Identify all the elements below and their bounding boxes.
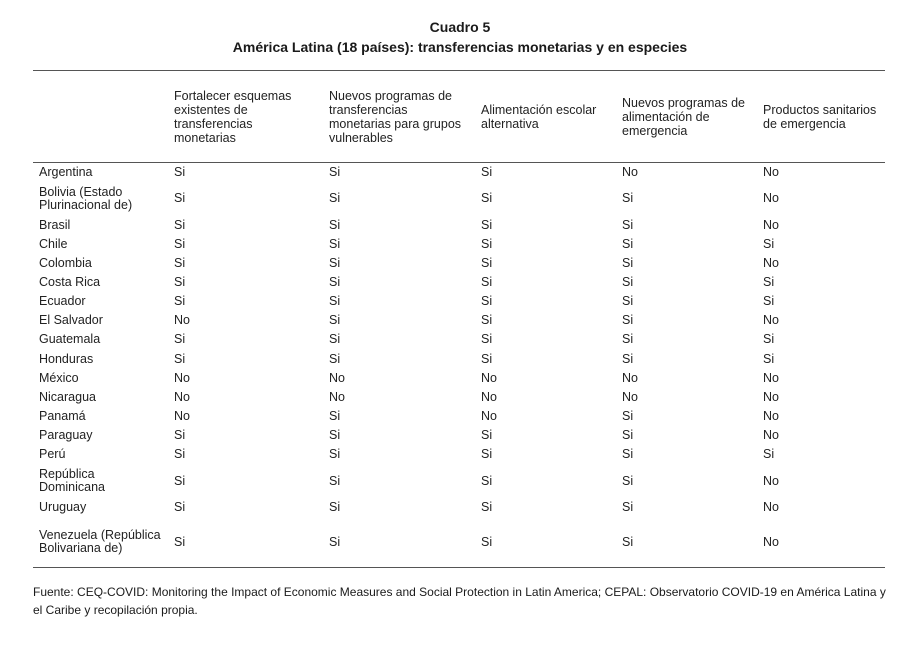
value-cell: Si	[481, 534, 493, 549]
table-row	[33, 388, 885, 407]
value-cell: No	[174, 389, 190, 404]
table-body	[33, 163, 885, 568]
value-cell: No	[763, 217, 779, 232]
table-row	[33, 464, 885, 498]
value-cell: Si	[622, 294, 634, 309]
table-row	[33, 312, 885, 331]
country-cell: Costa Rica	[39, 275, 101, 290]
column-header-fortalecer: Fortalecer esquemas existentes de transferencias monetarias	[174, 89, 292, 145]
value-cell: No	[763, 534, 779, 549]
column-header-alimentacion-escolar: Alimentación escolar alternativa	[481, 103, 597, 131]
value-cell: Si	[329, 534, 341, 549]
table-row	[33, 498, 885, 517]
value-cell: Si	[481, 427, 493, 442]
value-cell: Si	[481, 500, 493, 515]
value-cell: Si	[622, 256, 634, 271]
table-number: Cuadro 5	[429, 19, 491, 35]
value-cell: Si	[622, 236, 634, 251]
value-cell: Si	[329, 427, 341, 442]
value-cell: Si	[622, 427, 634, 442]
country-cell: Chile	[39, 236, 68, 251]
value-cell: Si	[174, 294, 186, 309]
value-cell: No	[622, 389, 638, 404]
value-cell: Si	[174, 275, 186, 290]
value-cell: Si	[481, 191, 493, 206]
value-cell: Si	[329, 256, 341, 271]
country-cell: Venezuela (República Bolivariana de)	[39, 527, 161, 556]
country-cell: Bolivia (Estado Plurinacional de)	[39, 184, 133, 213]
country-cell: Nicaragua	[39, 389, 96, 404]
value-cell: Si	[174, 351, 186, 366]
value-cell: Si	[174, 473, 186, 488]
value-cell: No	[174, 313, 190, 328]
table-row	[33, 163, 885, 183]
country-cell: Perú	[39, 447, 66, 462]
value-cell: Si	[329, 408, 341, 423]
value-cell: No	[174, 408, 190, 423]
country-cell: Guatemala	[39, 332, 101, 347]
value-cell: Si	[174, 332, 186, 347]
value-cell: No	[622, 370, 638, 385]
value-cell: Si	[329, 217, 341, 232]
value-cell: No	[763, 313, 779, 328]
column-header-productos-sanitarios: Productos sanitarios de emergencia	[763, 103, 877, 131]
value-cell: Si	[174, 217, 186, 232]
value-cell: Si	[329, 313, 341, 328]
value-cell: Si	[622, 217, 634, 232]
countries-table	[33, 70, 885, 568]
value-cell: Si	[174, 534, 186, 549]
table-row	[33, 445, 885, 464]
value-cell: Si	[763, 236, 775, 251]
value-cell: No	[763, 164, 779, 179]
value-cell: Si	[481, 447, 493, 462]
table-row	[33, 426, 885, 445]
value-cell: No	[763, 370, 779, 385]
value-cell: Si	[329, 351, 341, 366]
country-cell: El Salvador	[39, 313, 103, 328]
country-cell: Panamá	[39, 408, 86, 423]
value-cell: Si	[174, 236, 186, 251]
table-row	[33, 407, 885, 426]
value-cell: Si	[622, 275, 634, 290]
value-cell: No	[329, 370, 345, 385]
value-cell: Si	[329, 447, 341, 462]
table-row	[33, 331, 885, 350]
value-cell: Si	[622, 408, 634, 423]
value-cell: Si	[763, 332, 775, 347]
country-cell: Colombia	[39, 256, 92, 271]
column-header-alimentacion-emergencia: Nuevos programas de alimentación de emergencia	[622, 96, 745, 138]
value-cell: No	[174, 370, 190, 385]
value-cell: Si	[174, 164, 186, 179]
country-cell: Ecuador	[39, 294, 86, 309]
value-cell: No	[763, 191, 779, 206]
table-row	[33, 235, 885, 254]
value-cell: No	[763, 256, 779, 271]
value-cell: Si	[622, 351, 634, 366]
value-cell: No	[481, 389, 497, 404]
value-cell: No	[763, 408, 779, 423]
value-cell: No	[622, 164, 638, 179]
value-cell: Si	[622, 534, 634, 549]
column-header-country	[33, 71, 168, 163]
value-cell: No	[763, 427, 779, 442]
column-header-nuevos-transferencias: Nuevos programas de transferencias monetarias para grupos vulnerables	[329, 89, 462, 145]
value-cell: Si	[481, 217, 493, 232]
value-cell: Si	[622, 447, 634, 462]
value-cell: Si	[763, 447, 775, 462]
country-cell: Argentina	[39, 164, 93, 179]
value-cell: Si	[481, 256, 493, 271]
value-cell: Si	[329, 500, 341, 515]
country-cell: Brasil	[39, 217, 71, 232]
value-cell: Si	[622, 313, 634, 328]
value-cell: Si	[481, 294, 493, 309]
value-cell: No	[481, 370, 497, 385]
country-cell: Paraguay	[39, 427, 93, 442]
value-cell: Si	[174, 447, 186, 462]
table-row	[33, 292, 885, 311]
value-cell: Si	[329, 332, 341, 347]
value-cell: Si	[763, 294, 775, 309]
value-cell: Si	[481, 313, 493, 328]
value-cell: Si	[329, 236, 341, 251]
table-row	[33, 254, 885, 273]
table-header-row	[33, 71, 885, 163]
table-row	[33, 350, 885, 369]
country-cell: República Dominicana	[39, 466, 106, 495]
value-cell: Si	[481, 351, 493, 366]
value-cell: No	[763, 473, 779, 488]
table-container	[33, 70, 885, 568]
table-row	[33, 273, 885, 292]
value-cell: No	[329, 389, 345, 404]
value-cell: No	[763, 389, 779, 404]
value-cell: Si	[174, 500, 186, 515]
table-row	[33, 182, 885, 216]
country-cell: Honduras	[39, 351, 94, 366]
value-cell: No	[763, 500, 779, 515]
value-cell: Si	[329, 294, 341, 309]
table-row	[33, 216, 885, 235]
table-row	[33, 517, 885, 568]
value-cell: Si	[622, 191, 634, 206]
value-cell: No	[481, 408, 497, 423]
value-cell: Si	[481, 332, 493, 347]
value-cell: Si	[174, 427, 186, 442]
value-cell: Si	[174, 256, 186, 271]
value-cell: Si	[763, 275, 775, 290]
source-note: Fuente: CEQ-COVID: Monitoring the Impact of Economic Measures and Social Protection in Latin America; CEPAL: Observatorio COVID-19 en América Latina y el Caribe y recopilación propia.	[33, 585, 886, 617]
table-row	[33, 369, 885, 388]
value-cell: Si	[763, 351, 775, 366]
value-cell: Si	[174, 191, 186, 206]
value-cell: Si	[622, 500, 634, 515]
value-cell: Si	[329, 473, 341, 488]
country-cell: Uruguay	[39, 500, 87, 515]
value-cell: Si	[329, 275, 341, 290]
table-title: América Latina (18 países): transferencias monetarias y en especies	[232, 39, 688, 55]
value-cell: Si	[481, 473, 493, 488]
country-cell: México	[39, 370, 79, 385]
value-cell: Si	[329, 191, 341, 206]
value-cell: Si	[622, 332, 634, 347]
value-cell: Si	[481, 236, 493, 251]
value-cell: Si	[622, 473, 634, 488]
value-cell: Si	[481, 275, 493, 290]
value-cell: Si	[481, 164, 493, 179]
value-cell: Si	[329, 164, 341, 179]
